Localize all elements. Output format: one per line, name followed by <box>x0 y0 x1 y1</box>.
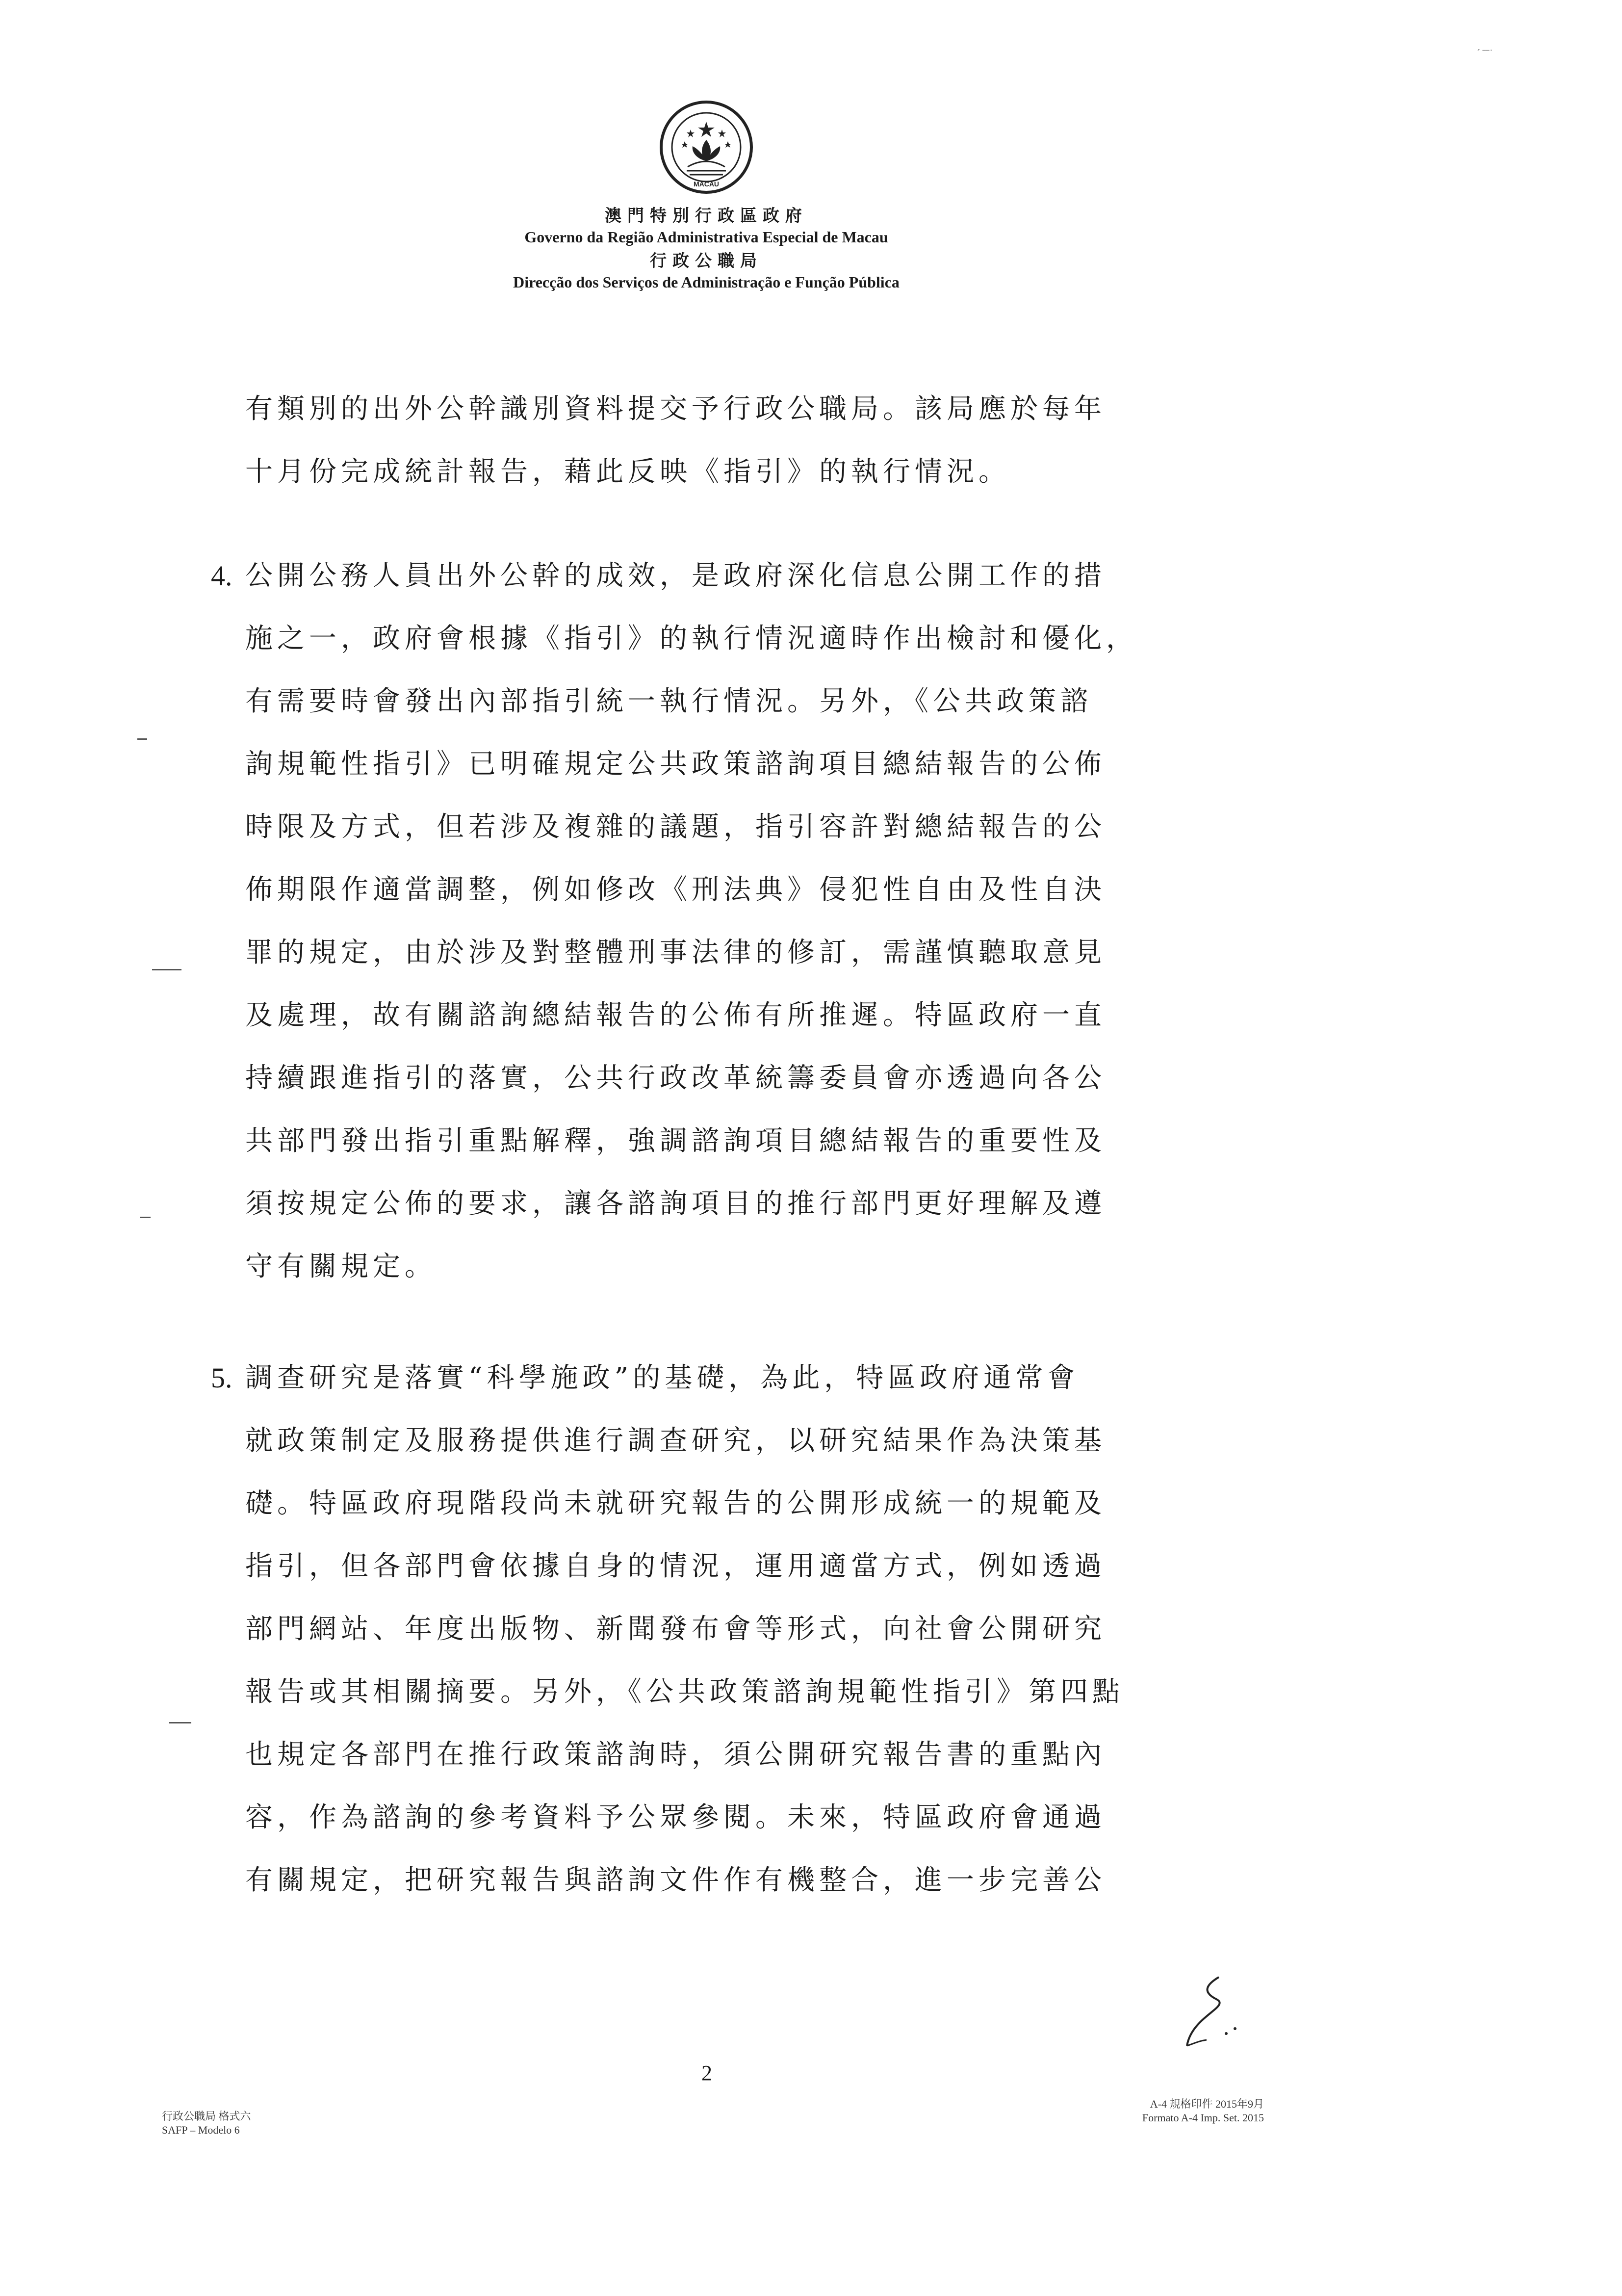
item-line: 公開公務人員出外公幹的成效，是政府深化信息公開工作的措 <box>245 560 1106 592</box>
form-code-pt: SAFP – Modelo 6 <box>162 2124 240 2136</box>
item-line: 時限及方式，但若涉及複雜的議題，指引容許對總結報告的公 <box>245 811 1106 843</box>
bureau-name-pt: Direcção dos Serviços de Administração e Função Pública <box>513 273 900 291</box>
item-line: 調查研究是落實“科學施政”的基礎，為此，特區政府通常會 <box>245 1362 1080 1394</box>
margin-mark <box>137 738 147 740</box>
margin-mark <box>152 969 181 970</box>
format-note-pt: Formato A-4 Imp. Set. 2015 <box>1142 2112 1264 2124</box>
item-line: 持續跟進指引的落實，公共行政改革統籌委員會亦透過向各公 <box>245 1062 1106 1094</box>
letterhead <box>0 98 1413 292</box>
item-line: 共部門發出指引重點解釋，強調諮詢項目總結報告的重要性及 <box>245 1125 1106 1157</box>
form-code-zh: 行政公職局 格式六 <box>162 2110 251 2122</box>
form-code <box>162 2110 251 2137</box>
item-line: 容，作為諮詢的參考資料予公眾參閱。未來，特區政府會通過 <box>245 1801 1106 1833</box>
item-line: 指引，但各部門會依據自身的情況，運用適當方式，例如透過 <box>245 1550 1106 1582</box>
item-line: 有關規定，把研究報告與諮詢文件作有機整合，進一步完善公 <box>245 1864 1106 1896</box>
item-line: 佈期限作適當調整，例如修改《刑法典》侵犯性自由及性自決 <box>245 874 1106 906</box>
item-line: 及處理，故有關諮詢總結報告的公佈有所推遲。特區政府一直 <box>245 999 1106 1031</box>
item-line: 就政策制定及服務提供進行調查研究，以研究結果作為決策基 <box>245 1425 1106 1457</box>
continuation-line: 十月份完成統計報告，藉此反映《指引》的執行情況。 <box>245 456 1010 488</box>
item-line: 罪的規定，由於涉及對整體刑事法律的修訂，需謹慎聽取意見 <box>245 937 1106 968</box>
item-line: 須按規定公佈的要求，讓各諮詢項目的推行部門更好理解及遵 <box>245 1188 1106 1220</box>
emblem-text: MACAU <box>693 180 720 188</box>
item-line: 詢規範性指引》已明確規定公共政策諮詢項目總結報告的公佈 <box>245 748 1106 780</box>
government-name-pt: Governo da Região Administrativa Especial de Macau <box>524 228 888 246</box>
continuation-line: 有類別的出外公幹識別資料提交予行政公職局。該局應於每年 <box>245 393 1106 425</box>
item-line: 報告或其相關摘要。另外，《公共政策諮詢規範性指引》第四點 <box>245 1676 1124 1708</box>
page-number: 2 <box>701 2061 712 2085</box>
item-line: 守有關規定。 <box>245 1251 437 1282</box>
item-line: 有需要時會發出內部指引統一執行情況。另外，《公共政策諮 <box>245 685 1092 717</box>
margin-mark <box>140 1217 151 1218</box>
item-line: 也規定各部門在推行政策諮詢時，須公開研究報告書的重點內 <box>245 1739 1106 1771</box>
bureau-name-zh: 行政公職局 <box>650 251 763 271</box>
item-number: 4. <box>211 560 232 592</box>
corner-scan-mark: ˊ ̄ ̄ ̇ <box>1476 47 1492 61</box>
item-number: 5. <box>211 1362 232 1394</box>
format-note-zh: A-4 規格印件 2015年9月 <box>1150 2098 1264 2110</box>
margin-mark <box>169 1722 191 1723</box>
government-name-zh: 澳門特別行政區政府 <box>605 206 808 226</box>
item-line: 部門網站、年度出版物、新聞發布會等形式，向社會公開研究 <box>245 1613 1106 1645</box>
item-line: 施之一，政府會根據《指引》的執行情況適時作出檢討和優化， <box>245 623 1138 654</box>
item-line: 礎。特區政府現階段尚未就研究報告的公開形成統一的規範及 <box>245 1487 1106 1519</box>
handwritten-signature-icon <box>1172 1972 1261 2061</box>
macau-emblem-icon <box>657 98 755 196</box>
format-note <box>1142 2097 1264 2125</box>
